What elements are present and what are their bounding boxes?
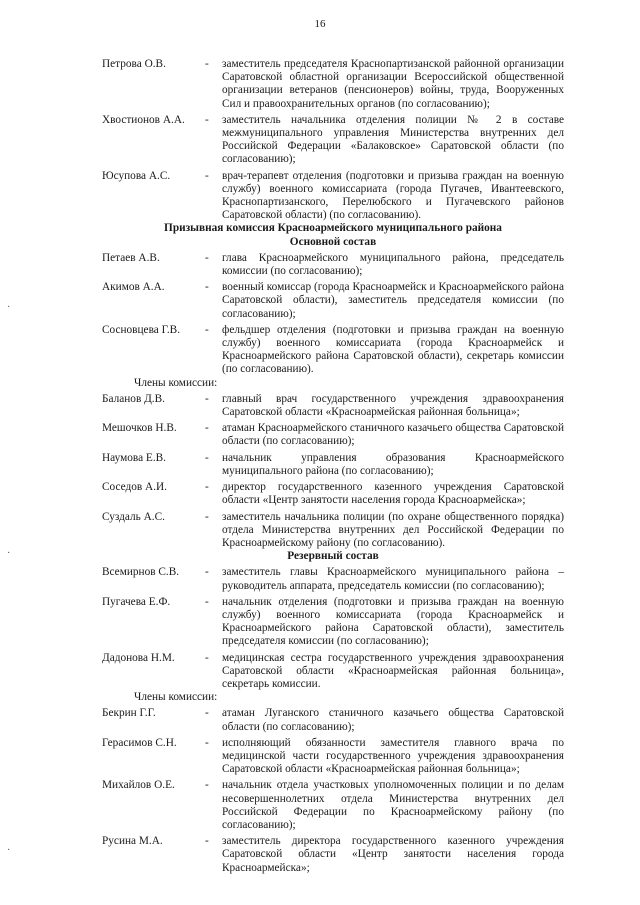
member-name: Петрова О.В. bbox=[102, 58, 166, 70]
member-entry bbox=[102, 393, 564, 419]
member-entry bbox=[102, 324, 564, 377]
member-role: начальник отдела участковых уполномоченных полиции и по делам несовершеннолетних отдела Министерства внутренних дел Российской Федерации по Красноармейскому району (по согласованию); bbox=[222, 779, 564, 831]
members-label: Члены комиссии: bbox=[134, 691, 218, 704]
member-name: Юсупова А.С. bbox=[102, 169, 171, 182]
member-entry bbox=[102, 252, 564, 278]
dash-separator: - bbox=[205, 281, 209, 294]
member-entry bbox=[102, 58, 564, 111]
dash-separator: - bbox=[205, 779, 209, 792]
section-heading: Резервный состав bbox=[287, 550, 379, 563]
section-heading: Основной состав bbox=[289, 235, 377, 248]
member-name: Акимов А.А. bbox=[102, 281, 165, 294]
member-role: директор государственного казенного учреждения Саратовской области «Центр занятости населения города Красноармейска»; bbox=[222, 481, 564, 507]
member-entry bbox=[102, 481, 564, 507]
member-role: атаман Красноармейского станичного казачьего общества Саратовской области (по согласованию); bbox=[222, 422, 564, 448]
members-label: Члены комиссии: bbox=[134, 376, 218, 389]
member-name: Сосновцева Г.В. bbox=[102, 323, 181, 336]
member-name: Петаев А.В. bbox=[102, 251, 160, 264]
member-entry bbox=[102, 596, 564, 649]
section-heading: Призывная комиссия Красноармейского муниципального района bbox=[164, 222, 502, 235]
member-role: исполняющий обязанности заместителя главного врача по медицинской части государственного учреждения здравоохранения Саратовской области «Красноармейская районная больница»; bbox=[222, 736, 564, 776]
member-entry bbox=[102, 281, 564, 321]
member-name: Суздаль А.С. bbox=[102, 510, 165, 523]
margin-mark: · bbox=[7, 845, 11, 856]
dash-separator: - bbox=[205, 707, 209, 720]
member-entry bbox=[102, 737, 564, 777]
member-entry bbox=[102, 422, 564, 448]
member-role: врач-терапевт отделения (подготовки и призыва граждан на военную службу) военного комиссариата (города Пугачев, Ивантеевского, Краснопартизанского, Перелюбского и Пугачевского районов Саратовской области) (по согласованию). bbox=[222, 169, 564, 222]
member-entry bbox=[102, 114, 564, 167]
margin-mark: · bbox=[7, 548, 11, 559]
dash-separator: - bbox=[205, 323, 209, 336]
dash-separator: - bbox=[205, 422, 209, 435]
member-role: заместитель директора государственного казенного учреждения Саратовской области «Центр занятости населения города Красноармейска»; bbox=[222, 835, 564, 874]
dash-separator: - bbox=[205, 835, 209, 848]
member-entry bbox=[102, 835, 564, 875]
member-name: Михайлов О.Е. bbox=[102, 779, 175, 792]
member-name: Пугачева Е.Ф. bbox=[102, 595, 171, 608]
member-name: Баланов Д.В. bbox=[102, 392, 165, 405]
member-role: главный врач государственного учреждения здравоохранения Саратовской области «Красноармейская районная больница»; bbox=[222, 392, 564, 419]
member-role: заместитель председателя Краснопартизанской районной организации Саратовской областной организации Всероссийской общественной организации ветеранов (пенсионеров) войны, труда, Вооруженных Сил и правоохранительных органов (по согласованию); bbox=[222, 58, 564, 110]
member-role: военный комиссар (города Красноармейск и Красноармейского района Саратовской области), заместитель председателя комиссии (по согласованию); bbox=[222, 281, 564, 320]
member-entry bbox=[102, 779, 564, 832]
document-body bbox=[102, 55, 564, 875]
member-name: Бекрин Г.Г. bbox=[102, 707, 156, 720]
dash-separator: - bbox=[205, 169, 209, 182]
dash-separator: - bbox=[205, 510, 209, 523]
member-name: Русина М.А. bbox=[102, 835, 163, 848]
dash-separator: - bbox=[205, 113, 209, 126]
member-name: Всемирнов С.В. bbox=[102, 566, 180, 579]
member-role: медицинская сестра государственного учреждения здравоохранения Саратовской области «Красноармейская районная больница», секретарь комиссии. bbox=[222, 651, 564, 690]
member-name: Соседов А.И. bbox=[102, 481, 168, 494]
dash-separator: - bbox=[205, 451, 209, 464]
member-name: Хвостионов А.А. bbox=[102, 113, 185, 126]
dash-separator: - bbox=[205, 481, 209, 494]
member-role: начальник управления образования Красноармейского муниципального района (по согласованию); bbox=[222, 451, 564, 477]
dash-separator: - bbox=[205, 595, 209, 608]
dash-separator: - bbox=[205, 566, 209, 579]
page-number: 16 bbox=[314, 18, 326, 30]
dash-separator: - bbox=[205, 251, 209, 264]
member-role: атаман Луганского станичного казачьего общества Саратовской области (по согласованию); bbox=[222, 707, 564, 733]
member-entry bbox=[102, 452, 564, 478]
member-entry bbox=[102, 707, 564, 733]
member-role: заместитель начальника отделения полиции № 2 в составе межмуниципального управления Министерства внутренних дел Российской Федерации «Балаковское» Саратовской области (по согласованию); bbox=[222, 113, 564, 166]
member-name: Герасимов С.Н. bbox=[102, 736, 177, 749]
member-entry bbox=[102, 566, 564, 592]
member-role: начальник отделения (подготовки и призыва граждан на военную службу) военного комиссариата (города Красноармейск и Красноармейского района Саратовской области), заместитель председателя комиссии (по согласованию); bbox=[222, 595, 564, 648]
margin-mark: · bbox=[7, 302, 11, 313]
member-role: глава Красноармейского муниципального района, председатель комиссии (по согласованию); bbox=[222, 251, 564, 278]
member-role: заместитель начальника полиции (по охране общественного порядка) отдела Министерства внутренних дел Российской Федерации по Красноармейскому району (по согласованию). bbox=[222, 510, 564, 549]
member-name: Мешочков Н.В. bbox=[102, 422, 177, 435]
member-entry bbox=[102, 652, 564, 692]
member-name: Дадонова Н.М. bbox=[102, 651, 175, 664]
dash-separator: - bbox=[205, 651, 209, 664]
dash-separator: - bbox=[205, 392, 209, 405]
dash-separator: - bbox=[205, 58, 209, 70]
member-role: фельдшер отделения (подготовки и призыва граждан на военную службу) военного комиссариата (города Красноармейск и Красноармейского района Саратовской области), секретарь комиссии (по согласованию). bbox=[222, 323, 564, 376]
member-entry bbox=[102, 511, 564, 551]
member-name: Наумова Е.В. bbox=[102, 451, 167, 464]
member-role: заместитель главы Красноармейского муниципального района – руководитель аппарата, председатель комиссии (по согласованию); bbox=[222, 566, 564, 592]
dash-separator: - bbox=[205, 736, 209, 749]
member-entry bbox=[102, 170, 564, 223]
